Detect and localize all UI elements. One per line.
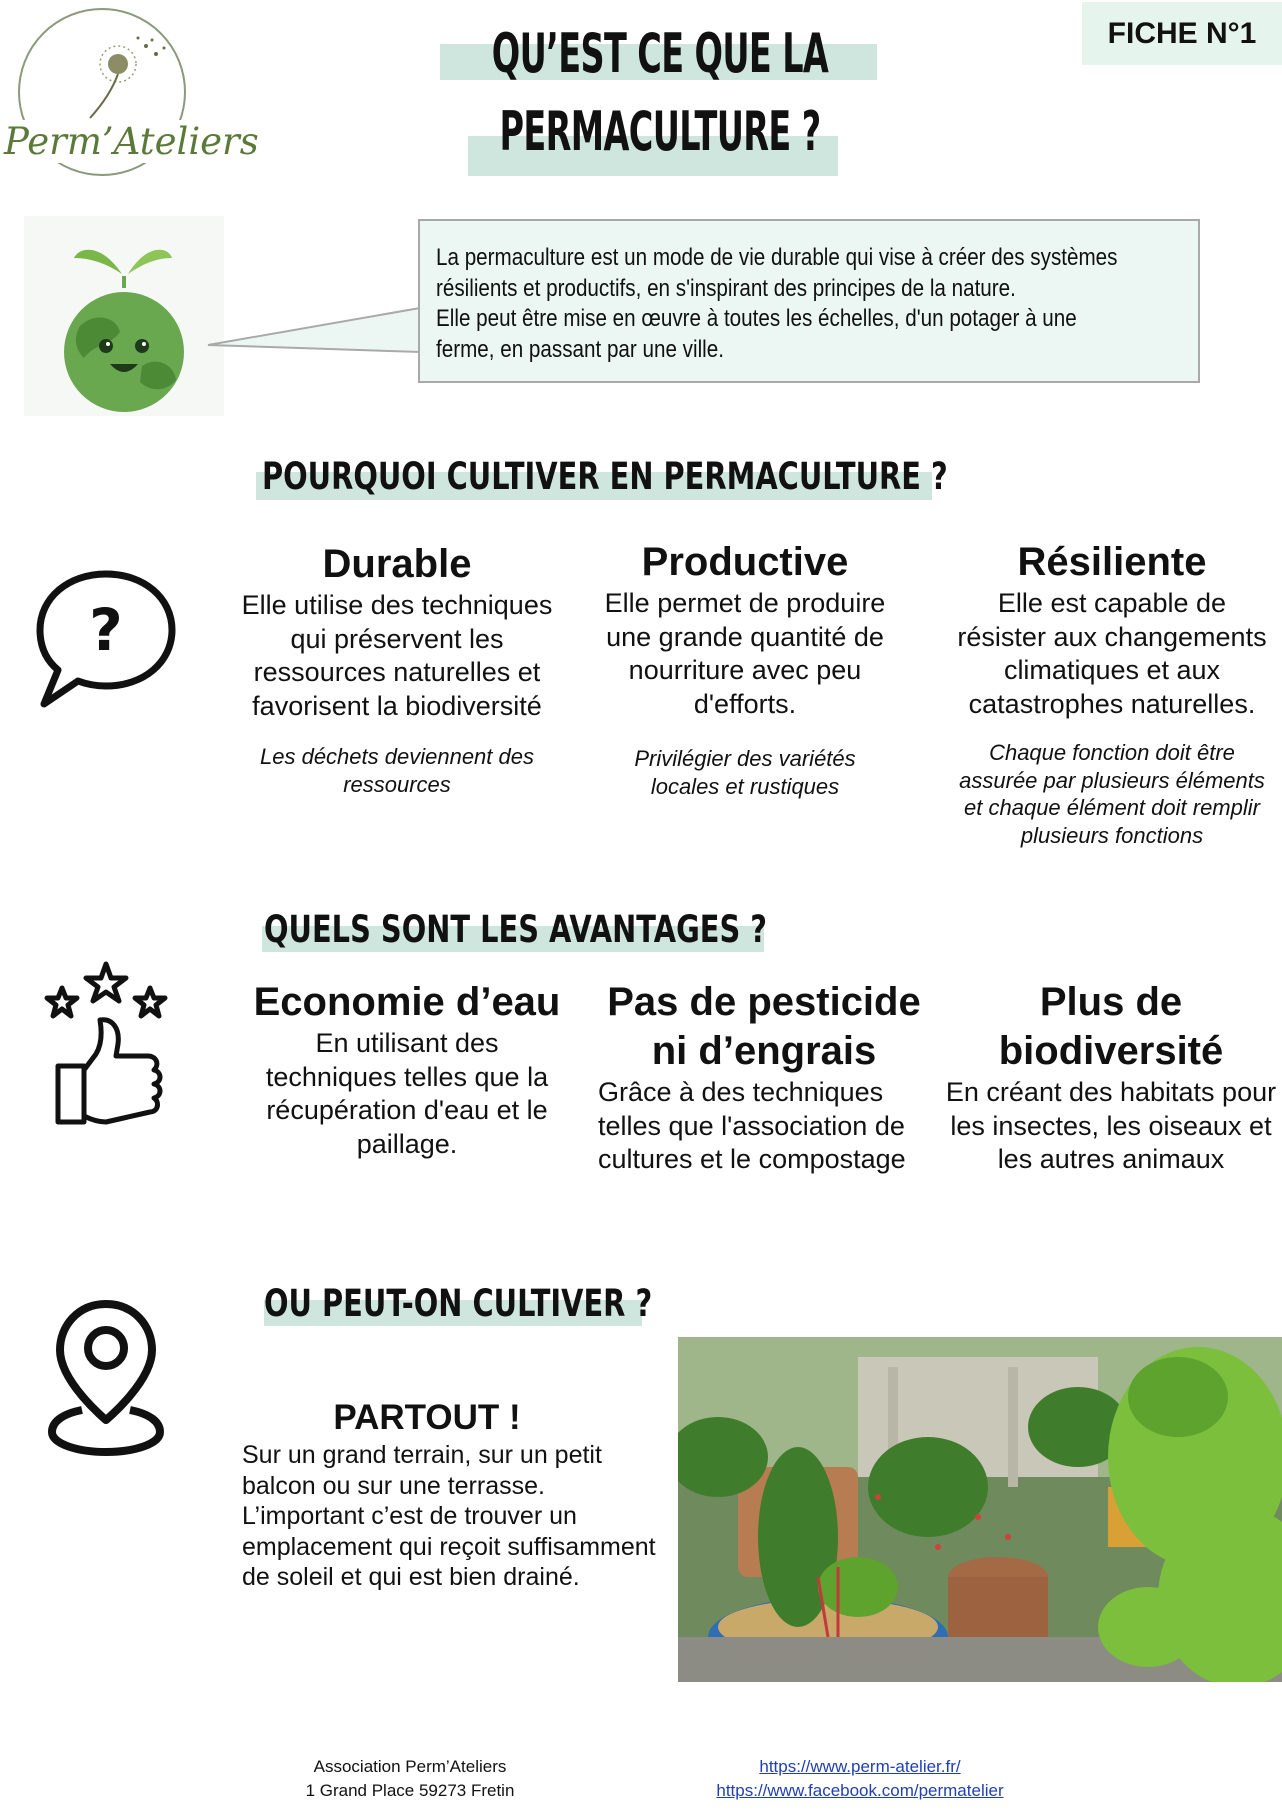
why-body: Elle permet de produire une grande quantité de nourriture avec peu d'efforts. [604,588,886,719]
where-title: PARTOUT ! [333,1398,521,1437]
why-body: Elle utilise des techniques qui préservent les ressources naturelles et favorisent la biodiversité [241,590,553,721]
intro-line: La permaculture est un mode de vie durable qui vise à créer des systèmes [436,244,1118,271]
advantage-column-pesticide [596,978,932,1177]
intro-text [436,243,1182,365]
why-note: Les déchets deviennent des ressources [260,744,534,797]
fiche-badge: FICHE N°1 [1082,2,1282,65]
footer-org-name: Association Perm’Ateliers [313,1757,507,1776]
advantage-title: Pas de pesticide ni d’engrais [607,980,921,1073]
where-body: Sur un grand terrain, sur un petit balcon ou sur une terrasse. L’important c’est de trouver un emplacement qui reçoit suffisamment de soleil et qui est bien drainé. [242,1441,656,1591]
page-title-line-1: QU’EST CE QUE LA [491,22,829,85]
location-pin-icon [48,1296,164,1456]
advantage-title: Economie d’eau [253,980,561,1024]
why-title: Résiliente [1017,540,1207,584]
why-title: Productive [641,540,849,584]
page-title-line-2: PERMACULTURE ? [499,100,821,163]
advantage-column-biodiversity [936,978,1282,1177]
advantage-body: En utilisant des techniques telles que la récupération d'eau et le paillage. [265,1028,549,1159]
speech-pointer [206,300,422,360]
advantage-title: Plus de biodiversité [998,980,1224,1073]
why-note: Chaque fonction doit être assurée par plusieurs éléments et chaque élément doit remplir plusieurs fonctions [959,740,1265,848]
why-body: Elle est capable de résister aux changements climatiques et aux catastrophes naturelles. [957,588,1267,719]
footer-address [290,1755,530,1803]
advantages-heading: QUELS SONT LES AVANTAGES ? [264,908,768,951]
where-heading: OU PEUT-ON CULTIVER ? [264,1282,653,1325]
why-title: Durable [322,542,472,586]
question-speech-bubble-icon [34,568,178,708]
footer-links [700,1755,1020,1803]
logo-text: Perm’Ateliers [0,120,263,163]
why-column-durable [222,540,572,798]
intro-line: résilients et productifs, en s'inspirant des principes de la nature. [436,274,1016,302]
svg-text:?: ? [89,596,123,664]
footer-address-line: 1 Grand Place 59273 Fretin [305,1781,515,1800]
advantage-body: En créant des habitats pour les insectes, les oiseaux et les autres animaux [945,1077,1277,1174]
website-link[interactable]: https://www.perm-atelier.fr/ [759,1757,961,1776]
dandelion-icon [60,26,180,126]
why-column-productive [580,538,910,800]
why-heading: POURQUOI CULTIVER EN PERMACULTURE ? [262,455,948,498]
intro-speech-bubble [418,219,1200,383]
facebook-link[interactable]: https://www.facebook.com/permatelier [716,1781,1004,1800]
why-note: Privilégier des variétés locales et rustiques [634,746,856,799]
intro-line: Elle peut être mise en œuvre à toutes les échelles, d'un potager à une [436,305,1077,332]
thumbs-up-stars-icon [36,958,176,1128]
why-column-resiliente [932,538,1282,849]
smiling-earth-seedling-icon [24,216,224,416]
advantage-column-water [246,978,568,1161]
intro-line: ferme, en passant par une ville. [436,335,724,363]
garden-photo [678,1337,1282,1682]
logo [0,4,259,184]
advantage-body: Grâce à des techniques telles que l'association de cultures et le compostage [598,1077,906,1174]
